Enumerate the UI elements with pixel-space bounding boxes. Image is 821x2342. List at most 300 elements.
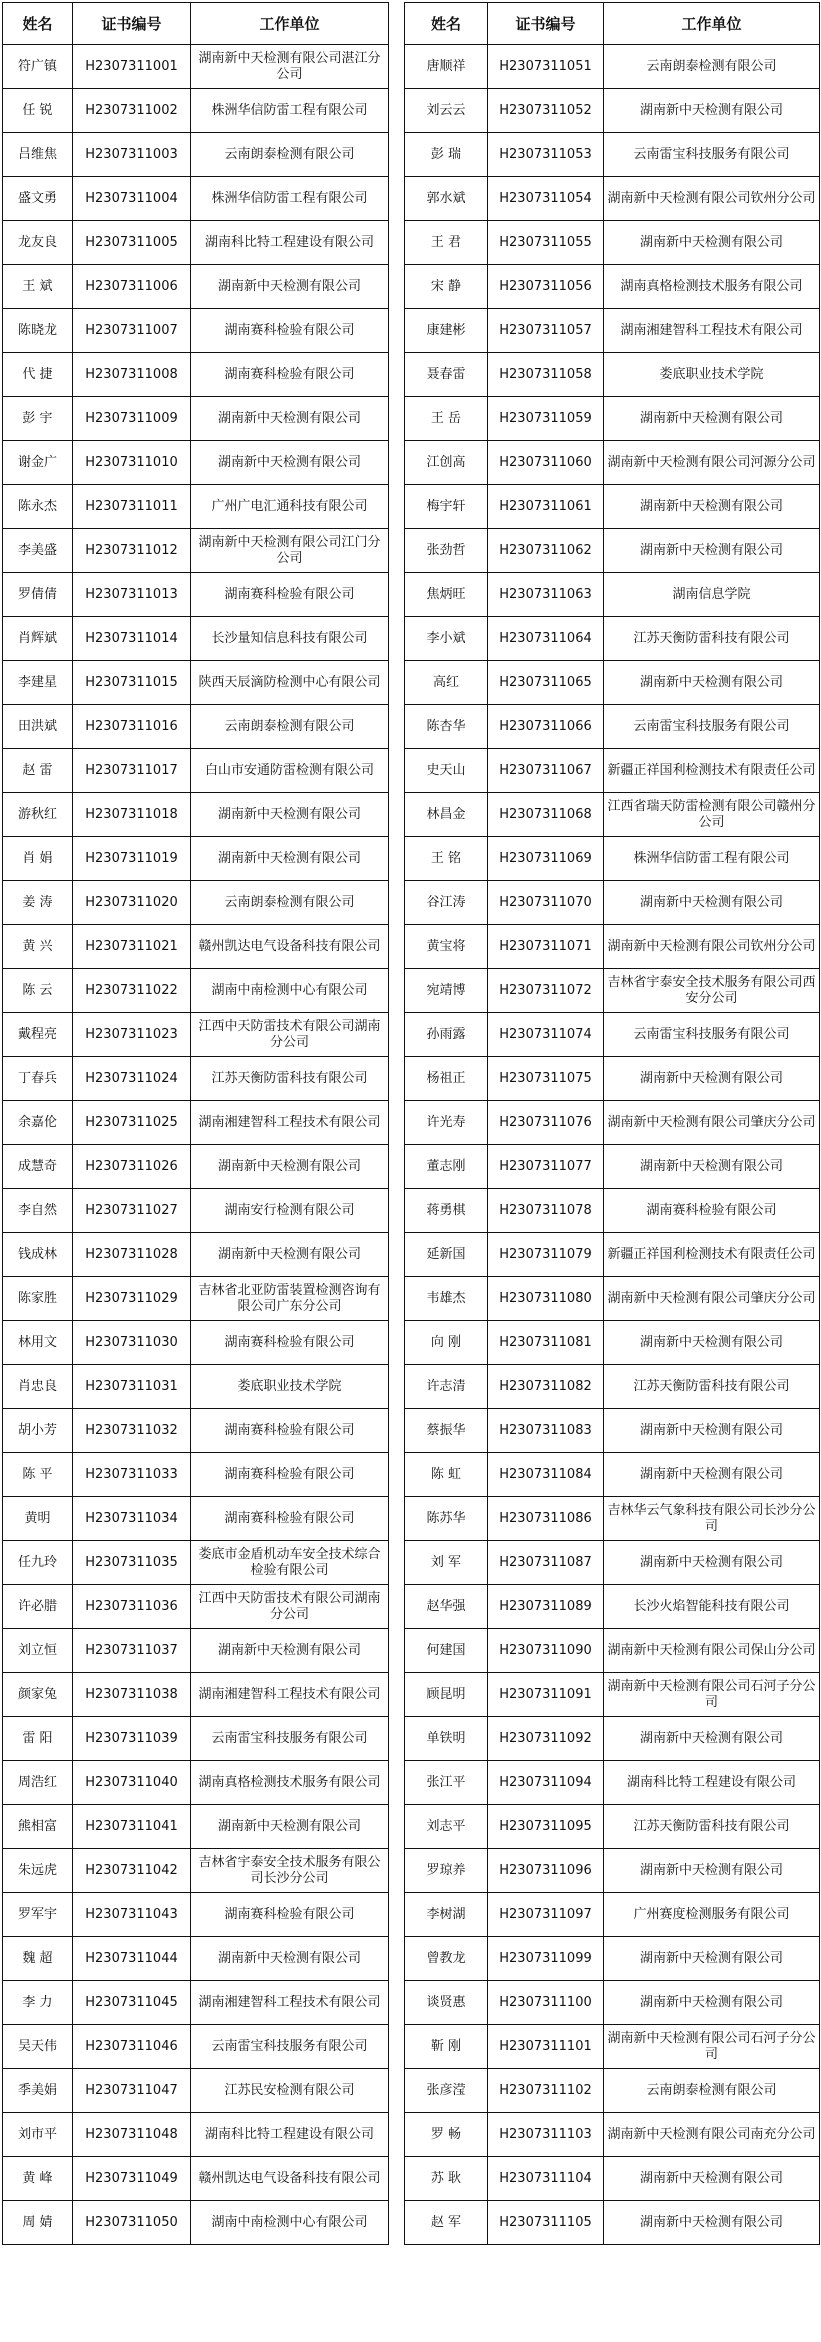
certificate-number: H2307311008 xyxy=(73,353,191,397)
person-name: 李美盛 xyxy=(3,529,73,573)
person-name: 聂春雷 xyxy=(405,353,488,397)
person-name: 韦雄杰 xyxy=(405,1277,488,1321)
person-name: 郭水斌 xyxy=(405,177,488,221)
person-name: 盛文勇 xyxy=(3,177,73,221)
work-unit: 湖南新中天检测有限公司 xyxy=(191,1145,389,1189)
work-unit: 湖南新中天检测有限公司 xyxy=(604,397,820,441)
work-unit: 江苏天衡防雷科技有限公司 xyxy=(604,1365,820,1409)
certificate-number: H2307311052 xyxy=(488,89,604,133)
certificate-number: H2307311011 xyxy=(73,485,191,529)
person-name: 黄明 xyxy=(3,1497,73,1541)
table-row xyxy=(405,353,820,397)
certificate-number: H2307311057 xyxy=(488,309,604,353)
table-row xyxy=(3,265,389,309)
table-row xyxy=(405,89,820,133)
table-row xyxy=(405,1189,820,1233)
person-name: 季美娟 xyxy=(3,2069,73,2113)
work-unit: 吉林省宇泰安全技术服务有限公司西安分公司 xyxy=(604,969,820,1013)
table-row xyxy=(3,1893,389,1937)
certificate-number: H2307311036 xyxy=(73,1585,191,1629)
table-row xyxy=(3,1409,389,1453)
certificate-number: H2307311049 xyxy=(73,2157,191,2201)
table-row xyxy=(3,133,389,177)
certificate-number: H2307311013 xyxy=(73,573,191,617)
certificate-number: H2307311010 xyxy=(73,441,191,485)
work-unit: 湖南新中天检测有限公司河源分公司 xyxy=(604,441,820,485)
work-unit: 湖南新中天检测有限公司肇庆分公司 xyxy=(604,1101,820,1145)
certificate-number: H2307311065 xyxy=(488,661,604,705)
work-unit: 湖南中南检测中心有限公司 xyxy=(191,969,389,1013)
certificate-number: H2307311070 xyxy=(488,881,604,925)
person-name: 赵 军 xyxy=(405,2201,488,2245)
table-row xyxy=(3,1629,389,1673)
certificate-number: H2307311054 xyxy=(488,177,604,221)
certificate-number: H2307311005 xyxy=(73,221,191,265)
certificate-number: H2307311094 xyxy=(488,1761,604,1805)
work-unit: 湖南新中天检测有限公司 xyxy=(191,1805,389,1849)
work-unit: 广州广电汇通科技有限公司 xyxy=(191,485,389,529)
certificate-number: H2307311072 xyxy=(488,969,604,1013)
person-name: 罗军宇 xyxy=(3,1893,73,1937)
table-row xyxy=(405,221,820,265)
work-unit: 湖南新中天检测有限公司 xyxy=(604,881,820,925)
table-row xyxy=(3,2157,389,2201)
person-name: 谷江涛 xyxy=(405,881,488,925)
work-unit: 湖南新中天检测有限公司 xyxy=(604,1321,820,1365)
person-name: 陈苏华 xyxy=(405,1497,488,1541)
person-name: 许光寿 xyxy=(405,1101,488,1145)
table-row xyxy=(3,2025,389,2069)
certificate-number: H2307311041 xyxy=(73,1805,191,1849)
person-name: 游秋红 xyxy=(3,793,73,837)
table-row xyxy=(3,1761,389,1805)
person-name: 肖辉斌 xyxy=(3,617,73,661)
person-name: 黄宝将 xyxy=(405,925,488,969)
certificate-number: H2307311029 xyxy=(73,1277,191,1321)
certificate-number: H2307311030 xyxy=(73,1321,191,1365)
person-name: 余嘉伦 xyxy=(3,1101,73,1145)
person-name: 肖忠良 xyxy=(3,1365,73,1409)
person-name: 任九玲 xyxy=(3,1541,73,1585)
work-unit: 湖南赛科检验有限公司 xyxy=(191,1453,389,1497)
person-name: 罗琼养 xyxy=(405,1849,488,1893)
table-row xyxy=(405,705,820,749)
table-row xyxy=(405,837,820,881)
work-unit: 湖南新中天检测有限公司 xyxy=(191,793,389,837)
work-unit: 湖南新中天检测有限公司 xyxy=(604,1541,820,1585)
person-name: 熊相富 xyxy=(3,1805,73,1849)
header-row xyxy=(3,3,389,45)
table-row xyxy=(405,1937,820,1981)
header-name: 姓名 xyxy=(3,3,73,45)
certificate-number: H2307311055 xyxy=(488,221,604,265)
work-unit: 湖南新中天检测有限公司保山分公司 xyxy=(604,1629,820,1673)
person-name: 王 铭 xyxy=(405,837,488,881)
person-name: 陈 云 xyxy=(3,969,73,1013)
table-row xyxy=(405,1541,820,1585)
work-unit: 湖南新中天检测有限公司 xyxy=(604,1717,820,1761)
certificate-number: H2307311018 xyxy=(73,793,191,837)
person-name: 单铁明 xyxy=(405,1717,488,1761)
certificate-number: H2307311002 xyxy=(73,89,191,133)
table-row xyxy=(405,1717,820,1761)
person-name: 王 斌 xyxy=(3,265,73,309)
table-row xyxy=(405,1585,820,1629)
table-row xyxy=(3,1145,389,1189)
certificate-number: H2307311079 xyxy=(488,1233,604,1277)
certificate-number: H2307311027 xyxy=(73,1189,191,1233)
work-unit: 广州赛度检测服务有限公司 xyxy=(604,1893,820,1937)
table-row xyxy=(405,1849,820,1893)
table-row xyxy=(405,1673,820,1717)
work-unit: 湖南新中天检测有限公司 xyxy=(604,1145,820,1189)
certificate-number: H2307311022 xyxy=(73,969,191,1013)
header-row xyxy=(405,3,820,45)
certificate-number: H2307311024 xyxy=(73,1057,191,1101)
certificate-number: H2307311040 xyxy=(73,1761,191,1805)
work-unit: 湖南新中天检测有限公司 xyxy=(191,837,389,881)
table-row xyxy=(405,45,820,89)
table-row xyxy=(3,1673,389,1717)
person-name: 吴天伟 xyxy=(3,2025,73,2069)
person-name: 唐顺祥 xyxy=(405,45,488,89)
person-name: 罗 畅 xyxy=(405,2113,488,2157)
person-name: 许必腊 xyxy=(3,1585,73,1629)
certificate-number: H2307311090 xyxy=(488,1629,604,1673)
table-row xyxy=(405,1893,820,1937)
work-unit: 赣州凯达电气设备科技有限公司 xyxy=(191,2157,389,2201)
work-unit: 湖南新中天检测有限公司江门分公司 xyxy=(191,529,389,573)
certificate-number: H2307311017 xyxy=(73,749,191,793)
header-name: 姓名 xyxy=(405,3,488,45)
table-row xyxy=(3,573,389,617)
person-name: 谈贤惠 xyxy=(405,1981,488,2025)
person-name: 刘 军 xyxy=(405,1541,488,1585)
person-name: 王 君 xyxy=(405,221,488,265)
person-name: 彭 瑞 xyxy=(405,133,488,177)
certificate-number: H2307311071 xyxy=(488,925,604,969)
table-row xyxy=(405,749,820,793)
certificate-number: H2307311014 xyxy=(73,617,191,661)
certificate-number: H2307311102 xyxy=(488,2069,604,2113)
work-unit: 湖南安行检测有限公司 xyxy=(191,1189,389,1233)
person-name: 肖 娟 xyxy=(3,837,73,881)
certificate-number: H2307311061 xyxy=(488,485,604,529)
table-row xyxy=(3,1717,389,1761)
person-name: 王 岳 xyxy=(405,397,488,441)
person-name: 孙雨露 xyxy=(405,1013,488,1057)
table-row xyxy=(3,397,389,441)
certificate-number: H2307311031 xyxy=(73,1365,191,1409)
person-name: 张彦滢 xyxy=(405,2069,488,2113)
work-unit: 湖南科比特工程建设有限公司 xyxy=(604,1761,820,1805)
work-unit: 白山市安通防雷检测有限公司 xyxy=(191,749,389,793)
table-row xyxy=(405,2113,820,2157)
person-name: 蔡振华 xyxy=(405,1409,488,1453)
person-name: 江创高 xyxy=(405,441,488,485)
work-unit: 新疆正祥国利检测技术有限责任公司 xyxy=(604,1233,820,1277)
table-row xyxy=(405,1805,820,1849)
person-name: 刘市平 xyxy=(3,2113,73,2157)
certificate-number: H2307311035 xyxy=(73,1541,191,1585)
table-row xyxy=(3,485,389,529)
certificate-number: H2307311006 xyxy=(73,265,191,309)
table-row xyxy=(3,1101,389,1145)
header-cert-no: 证书编号 xyxy=(73,3,191,45)
work-unit: 湖南新中天检测有限公司 xyxy=(191,265,389,309)
person-name: 宋 静 xyxy=(405,265,488,309)
certificate-number: H2307311075 xyxy=(488,1057,604,1101)
work-unit: 湖南新中天检测有限公司 xyxy=(191,441,389,485)
person-name: 刘云云 xyxy=(405,89,488,133)
person-name: 雷 阳 xyxy=(3,1717,73,1761)
table-row xyxy=(405,2157,820,2201)
work-unit: 云南雷宝科技服务有限公司 xyxy=(604,705,820,749)
certificate-number: H2307311026 xyxy=(73,1145,191,1189)
certificate-number: H2307311033 xyxy=(73,1453,191,1497)
person-name: 刘志平 xyxy=(405,1805,488,1849)
work-unit: 株洲华信防雷工程有限公司 xyxy=(191,89,389,133)
table-row xyxy=(3,89,389,133)
table-row xyxy=(405,441,820,485)
work-unit: 湖南新中天检测有限公司钦州分公司 xyxy=(604,177,820,221)
certificate-number: H2307311047 xyxy=(73,2069,191,2113)
table-row xyxy=(405,485,820,529)
certificate-number: H2307311003 xyxy=(73,133,191,177)
work-unit: 湖南新中天检测有限公司 xyxy=(604,1057,820,1101)
certificate-number: H2307311063 xyxy=(488,573,604,617)
person-name: 李建星 xyxy=(3,661,73,705)
certificate-number: H2307311059 xyxy=(488,397,604,441)
person-name: 林用文 xyxy=(3,1321,73,1365)
work-unit: 株洲华信防雷工程有限公司 xyxy=(191,177,389,221)
certificate-number: H2307311032 xyxy=(73,1409,191,1453)
table-row xyxy=(3,1365,389,1409)
table-row xyxy=(3,837,389,881)
work-unit: 江西省瑞天防雷检测有限公司赣州分公司 xyxy=(604,793,820,837)
work-unit: 陕西天辰滴防检测中心有限公司 xyxy=(191,661,389,705)
work-unit: 湖南赛科检验有限公司 xyxy=(191,1497,389,1541)
work-unit: 云南朗泰检测有限公司 xyxy=(191,133,389,177)
work-unit: 云南雷宝科技服务有限公司 xyxy=(191,1717,389,1761)
certificate-number: H2307311050 xyxy=(73,2201,191,2245)
table-row xyxy=(405,397,820,441)
person-name: 黄 峰 xyxy=(3,2157,73,2201)
work-unit: 江苏天衡防雷科技有限公司 xyxy=(604,617,820,661)
work-unit: 吉林华云气象科技有限公司长沙分公司 xyxy=(604,1497,820,1541)
table-row xyxy=(405,925,820,969)
table-row xyxy=(405,573,820,617)
certificate-number: H2307311037 xyxy=(73,1629,191,1673)
table-row xyxy=(405,1233,820,1277)
person-name: 姜 涛 xyxy=(3,881,73,925)
table-row xyxy=(3,1013,389,1057)
work-unit: 娄底职业技术学院 xyxy=(604,353,820,397)
table-row xyxy=(3,661,389,705)
left-certificate-table xyxy=(2,2,389,2245)
person-name: 李 力 xyxy=(3,1981,73,2025)
work-unit: 云南朗泰检测有限公司 xyxy=(191,881,389,925)
person-name: 张劲哲 xyxy=(405,529,488,573)
certificate-number: H2307311081 xyxy=(488,1321,604,1365)
certificate-number: H2307311058 xyxy=(488,353,604,397)
person-name: 陈家胜 xyxy=(3,1277,73,1321)
certificate-number: H2307311080 xyxy=(488,1277,604,1321)
table-row xyxy=(405,1629,820,1673)
person-name: 丁春兵 xyxy=(3,1057,73,1101)
work-unit: 长沙火焰智能科技有限公司 xyxy=(604,1585,820,1629)
certificate-number: H2307311092 xyxy=(488,1717,604,1761)
table-row xyxy=(405,529,820,573)
table-row xyxy=(405,1277,820,1321)
work-unit: 吉林省宇泰安全技术服务有限公司长沙分公司 xyxy=(191,1849,389,1893)
person-name: 赵 雷 xyxy=(3,749,73,793)
work-unit: 云南雷宝科技服务有限公司 xyxy=(604,133,820,177)
table-row xyxy=(405,617,820,661)
work-unit: 湖南赛科检验有限公司 xyxy=(191,1893,389,1937)
certificate-number: H2307311038 xyxy=(73,1673,191,1717)
right-certificate-table xyxy=(404,2,820,2245)
table-row xyxy=(3,793,389,837)
work-unit: 湖南赛科检验有限公司 xyxy=(604,1189,820,1233)
certificate-number: H2307311007 xyxy=(73,309,191,353)
work-unit: 湖南新中天检测有限公司 xyxy=(191,1629,389,1673)
certificate-number: H2307311091 xyxy=(488,1673,604,1717)
work-unit: 湖南新中天检测有限公司钦州分公司 xyxy=(604,925,820,969)
person-name: 朱远虎 xyxy=(3,1849,73,1893)
table-row xyxy=(405,881,820,925)
certificate-number: H2307311009 xyxy=(73,397,191,441)
certificate-number: H2307311067 xyxy=(488,749,604,793)
certificate-number: H2307311025 xyxy=(73,1101,191,1145)
person-name: 梅宇轩 xyxy=(405,485,488,529)
table-row xyxy=(3,617,389,661)
certificate-number: H2307311095 xyxy=(488,1805,604,1849)
person-name: 魏 超 xyxy=(3,1937,73,1981)
work-unit: 湖南新中天检测有限公司石河子分公司 xyxy=(604,1673,820,1717)
table-row xyxy=(3,177,389,221)
certificate-number: H2307311021 xyxy=(73,925,191,969)
work-unit: 湖南新中天检测有限公司 xyxy=(604,529,820,573)
table-row xyxy=(3,881,389,925)
work-unit: 湖南新中天检测有限公司肇庆分公司 xyxy=(604,1277,820,1321)
work-unit: 湖南新中天检测有限公司 xyxy=(604,221,820,265)
table-row xyxy=(3,1497,389,1541)
work-unit: 湖南新中天检测有限公司 xyxy=(604,2157,820,2201)
certificate-number: H2307311046 xyxy=(73,2025,191,2069)
person-name: 苏 耿 xyxy=(405,2157,488,2201)
header-work-unit: 工作单位 xyxy=(191,3,389,45)
table-row xyxy=(3,1541,389,1585)
person-name: 龙友良 xyxy=(3,221,73,265)
work-unit: 江苏民安检测有限公司 xyxy=(191,2069,389,2113)
person-name: 延新国 xyxy=(405,1233,488,1277)
work-unit: 湖南湘建智科工程技术有限公司 xyxy=(191,1981,389,2025)
table-row xyxy=(3,1453,389,1497)
table-row xyxy=(3,1057,389,1101)
work-unit: 云南雷宝科技服务有限公司 xyxy=(604,1013,820,1057)
table-row xyxy=(3,1937,389,1981)
person-name: 任 锐 xyxy=(3,89,73,133)
certificate-number: H2307311023 xyxy=(73,1013,191,1057)
work-unit: 湖南新中天检测有限公司 xyxy=(604,485,820,529)
table-row xyxy=(3,1321,389,1365)
certificate-number: H2307311069 xyxy=(488,837,604,881)
work-unit: 湖南新中天检测有限公司 xyxy=(604,1453,820,1497)
table-row xyxy=(405,1497,820,1541)
person-name: 陈晓龙 xyxy=(3,309,73,353)
work-unit: 湖南湘建智科工程技术有限公司 xyxy=(191,1673,389,1717)
certificate-number: H2307311053 xyxy=(488,133,604,177)
certificate-number: H2307311104 xyxy=(488,2157,604,2201)
certificate-number: H2307311105 xyxy=(488,2201,604,2245)
person-name: 董志刚 xyxy=(405,1145,488,1189)
certificate-number: H2307311019 xyxy=(73,837,191,881)
certificate-number: H2307311043 xyxy=(73,1893,191,1937)
certificate-number: H2307311082 xyxy=(488,1365,604,1409)
table-row xyxy=(405,2025,820,2069)
certificate-number: H2307311099 xyxy=(488,1937,604,1981)
table-row xyxy=(405,309,820,353)
work-unit: 湖南真格检测技术服务有限公司 xyxy=(604,265,820,309)
work-unit: 江苏天衡防雷科技有限公司 xyxy=(191,1057,389,1101)
work-unit: 株洲华信防雷工程有限公司 xyxy=(604,837,820,881)
person-name: 谢金广 xyxy=(3,441,73,485)
work-unit: 云南雷宝科技服务有限公司 xyxy=(191,2025,389,2069)
certificate-number: H2307311097 xyxy=(488,1893,604,1937)
certificate-number: H2307311084 xyxy=(488,1453,604,1497)
person-name: 代 捷 xyxy=(3,353,73,397)
work-unit: 江西中天防雷技术有限公司湖南分公司 xyxy=(191,1013,389,1057)
certificate-number: H2307311083 xyxy=(488,1409,604,1453)
table-row xyxy=(3,529,389,573)
work-unit: 湖南中南检测中心有限公司 xyxy=(191,2201,389,2245)
certificate-number: H2307311062 xyxy=(488,529,604,573)
person-name: 何建国 xyxy=(405,1629,488,1673)
person-name: 刘立恒 xyxy=(3,1629,73,1673)
person-name: 陈 虹 xyxy=(405,1453,488,1497)
table-row xyxy=(3,1189,389,1233)
table-row xyxy=(3,1981,389,2025)
person-name: 周浩红 xyxy=(3,1761,73,1805)
person-name: 许志清 xyxy=(405,1365,488,1409)
table-row xyxy=(3,353,389,397)
person-name: 钱成林 xyxy=(3,1233,73,1277)
table-row xyxy=(3,1805,389,1849)
work-unit: 湖南科比特工程建设有限公司 xyxy=(191,2113,389,2157)
work-unit: 赣州凯达电气设备科技有限公司 xyxy=(191,925,389,969)
table-row xyxy=(405,969,820,1013)
table-row xyxy=(3,1585,389,1629)
person-name: 靳 刚 xyxy=(405,2025,488,2069)
work-unit: 湖南湘建智科工程技术有限公司 xyxy=(191,1101,389,1145)
work-unit: 湖南湘建智科工程技术有限公司 xyxy=(604,309,820,353)
person-name: 宛靖博 xyxy=(405,969,488,1013)
person-name: 吕维焦 xyxy=(3,133,73,177)
work-unit: 江西中天防雷技术有限公司湖南分公司 xyxy=(191,1585,389,1629)
person-name: 向 刚 xyxy=(405,1321,488,1365)
certificate-number: H2307311051 xyxy=(488,45,604,89)
person-name: 颜家兔 xyxy=(3,1673,73,1717)
certificate-number: H2307311016 xyxy=(73,705,191,749)
work-unit: 湖南赛科检验有限公司 xyxy=(191,309,389,353)
certificate-number: H2307311101 xyxy=(488,2025,604,2069)
person-name: 黄 兴 xyxy=(3,925,73,969)
certificate-number: H2307311060 xyxy=(488,441,604,485)
table-row xyxy=(3,45,389,89)
certificate-number: H2307311039 xyxy=(73,1717,191,1761)
person-name: 彭 宇 xyxy=(3,397,73,441)
